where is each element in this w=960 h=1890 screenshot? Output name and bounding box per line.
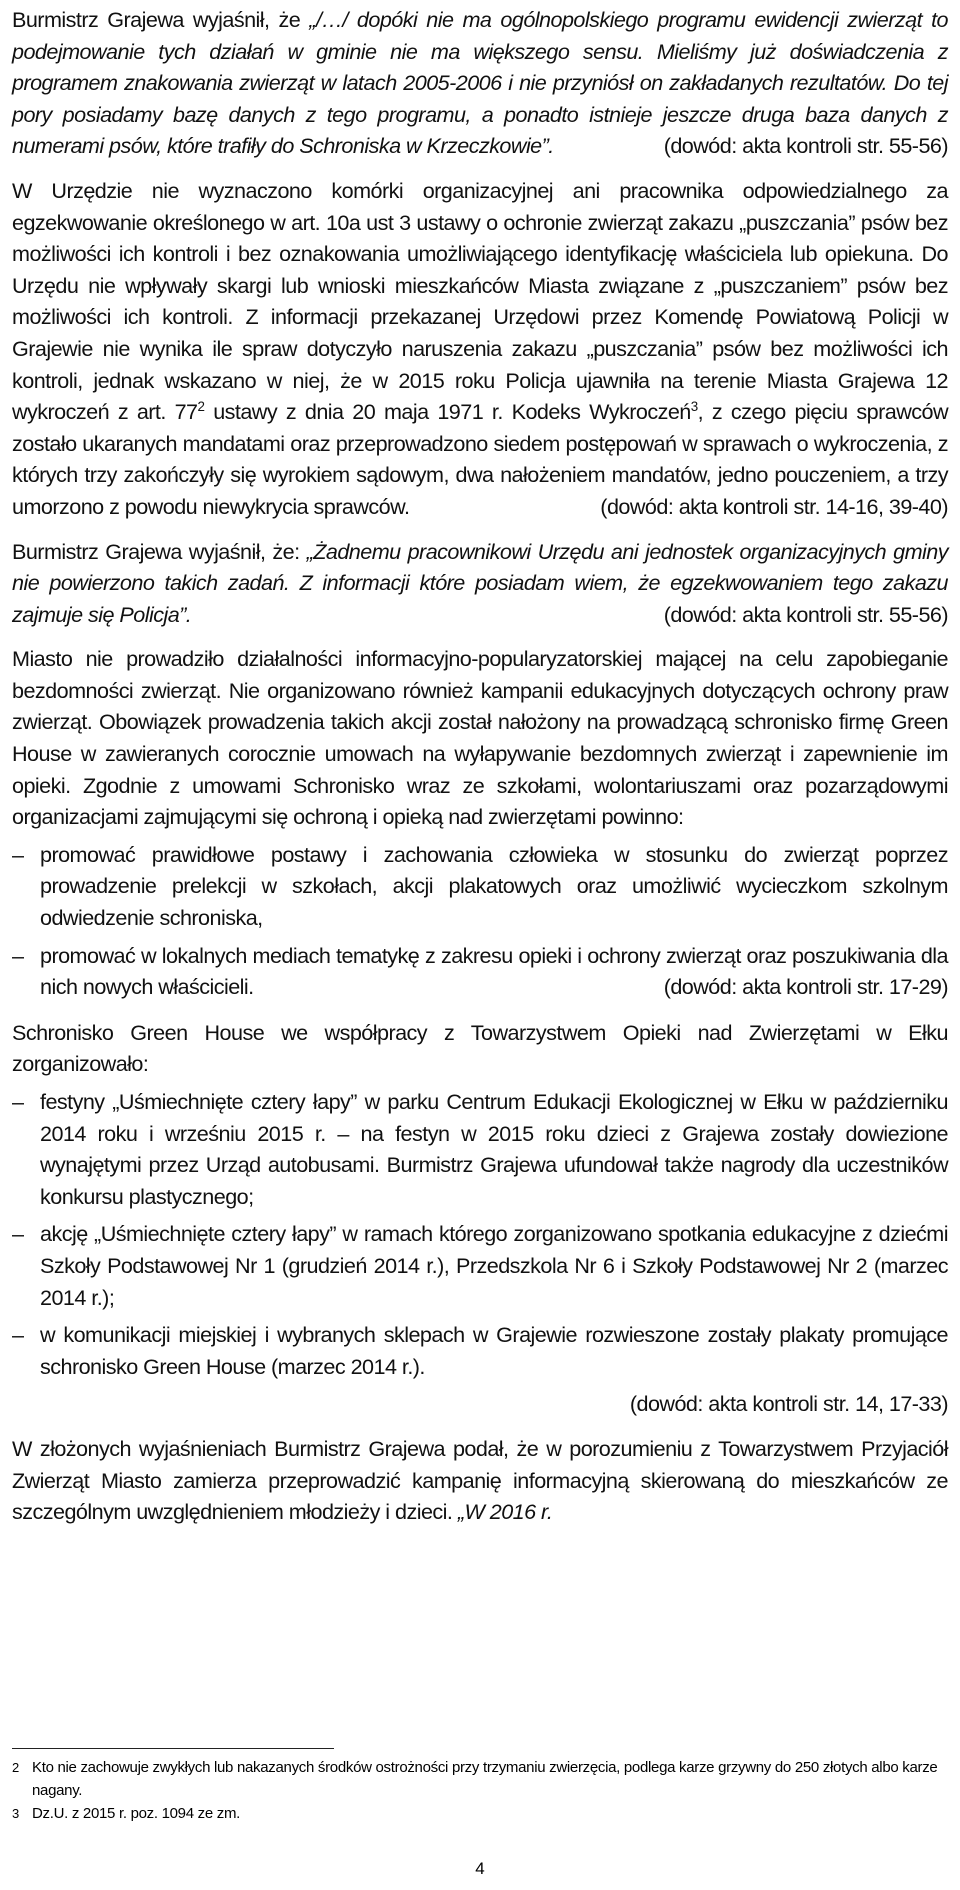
page-number: 4	[475, 1859, 485, 1878]
dash-bullet: –	[12, 1322, 24, 1348]
footnote-number: 2	[12, 1760, 19, 1775]
paragraph-mayor-explanation-1	[12, 4, 948, 162]
evidence-reference: (dowód: akta kontroli str. 14, 17-33)	[629, 1391, 948, 1417]
mayor-quote: „/…/ dopóki nie ma ogólnopolskiego programu ewidencji zwierząt to podejmowanie tych działań w gminie nie ma większego sensu. Mieliśmy już doświadczenia z programem znakowania zwierząt w latach 2005-2006 i nie przyniósł on zakładanych rezultatów. Do tej pory posiadamy bazę danych z tego programu, a ponadto istnieje jeszcze druga baza danych z numerami psów, które trafiły do Schroniska w Krzeczkowie”.	[12, 7, 949, 159]
paragraph-shelter-events	[12, 1017, 948, 1080]
footnote-3	[12, 1802, 948, 1825]
footnote-text: Kto nie zachowuje zwykłych lub nakazanych środków ostrożności przy trzymaniu zwierzęcia, podlega karze grzywny do 250 złotych albo karze nagany.	[32, 1759, 938, 1799]
events-list	[12, 1086, 948, 1382]
paragraph-text: W Urzędzie nie wyznaczono komórki organizacyjnej ani pracownika odpowiedzialnego za egzekwowanie określonego w art. 10a ust 3 ustawy o ochronie zwierząt zakazu „puszczania” psów bez możliwości ich kontroli i bez oznakowania umożliwiającego identyfikację właściciela lub opiekuna. Do Urzędu nie wpływały skargi lub wnioski mieszkańców Miasta związane z „puszczaniem” psów bez możliwości ich kontroli. Z informacji przekazanej Urzędowi przez Komendę Powiatową Policji w Grajewie nie wynika ile spraw dotyczyło naruszenia zakazu „puszczania” psów bez możliwości ich kontroli, jednak wskazano w niej, że w 2015 roku Policja ujawniła na terenie Miasta Grajewa 12 wykroczeń z art. 77	[12, 177, 948, 425]
paragraph-lead: Burmistrz Grajewa wyjaśnił, że	[12, 7, 310, 32]
evidence-reference: (dowód: akta kontroli str. 55-56)	[663, 133, 948, 159]
evidence-reference: (dowód: akta kontroli str. 55-56)	[663, 601, 948, 627]
footnote-number: 3	[12, 1806, 19, 1821]
paragraph-education	[12, 643, 948, 833]
evidence-reference: (dowód: akta kontroli str. 14-16, 39-40)	[600, 493, 948, 519]
paragraph-text: W złożonych wyjaśnieniach Burmistrz Grajewa podał, że w porozumieniu z Towarzystwem Przyjaciół Zwierząt Miasto zamierza przeprowadzić kampanię informacyjną skierowaną do mieszkańców ze szczególnym uwzględnieniem młodzieży i dzieci.	[12, 1435, 948, 1525]
footnote-text: Dz.U. z 2015 r. poz. 1094 ze zm.	[32, 1805, 241, 1822]
footnote-ref-3: 3	[690, 398, 698, 414]
paragraph-lead: Burmistrz Grajewa wyjaśnił, że:	[12, 538, 307, 564]
paragraph-text: Miasto nie prowadziło działalności informacyjno-popularyzatorskiej mającej na celu zapobieganie bezdomności zwierząt. Nie organizowano również kampanii edukacyjnych dotyczących ochrony praw zwierząt. Obowiązek prowadzenia takich akcji został nałożony na prowadzącą schronisko firmę Green House w zawieranych corocznie umowach na wyłapywanie bezdomnych zwierząt i zapewnienie im opieki. Zgodnie z umowami Schronisko wraz ze szkołami, wolontariuszami oraz pozarządowymi organizacjami zajmującymi się ochroną i opieką nad zwierzętami powinno:	[12, 646, 948, 830]
evidence-reference: (dowód: akta kontroli str. 17-29)	[663, 974, 948, 1000]
paragraph-dog-control	[12, 175, 948, 523]
paragraph-campaign	[12, 1433, 948, 1528]
dash-bullet: –	[12, 942, 24, 968]
list-item: – w komunikacji miejskiej i wybranych sklepach w Grajewie rozwieszone zostały plakaty promujące schronisko Green House (marzec 2014 r.).	[12, 1319, 948, 1382]
list-item: – promować prawidłowe postawy i zachowania człowieka w stosunku do zwierząt poprzez prowadzenie prelekcji w szkołach, akcji plakatowych oraz umożliwić wycieczkom szkolnym odwiedzenie schroniska,	[12, 839, 948, 934]
dash-bullet: –	[12, 1221, 24, 1247]
footnotes	[12, 1756, 948, 1825]
dash-bullet: –	[12, 1089, 24, 1114]
list-item: – promować w lokalnych mediach tematykę z zakresu opieki i ochrony zwierząt oraz poszukiwania dla nich nowych właścicieli. (dowód: akta kontroli str. 17-29)	[12, 940, 948, 1003]
footnote-2	[12, 1756, 948, 1802]
paragraph-text: ustawy z dnia 20 maja 1971 r. Kodeks Wykroczeń	[204, 399, 691, 425]
paragraph-text: Schronisko Green House we współpracy z Towarzystwem Opieki nad Zwierzętami w Ełku zorganizowało:	[12, 1019, 948, 1077]
mayor-quote: „Żadnemu pracownikowi Urzędu ani jednostek organizacyjnych gminy nie powierzono takich zadań. Z informacji które posiadam wiem, że egzekwowaniem tego zakazu zajmuje się Policja”.	[12, 538, 948, 627]
paragraph-text: , z czego pięciu sprawców zostało ukaranych mandatami oraz przeprowadzono siedem postępowań w sprawach o wykroczenia, z których trzy zakończyły się wyrokiem sądowym, dwa nałożeniem mandatów, jedno pouczeniem, a trzy umorzono z powodu niewykrycia sprawców.	[12, 399, 948, 519]
footnote-ref-2: 2	[197, 398, 205, 414]
paragraph-mayor-explanation-2	[12, 536, 948, 631]
list-item: – festyny „Uśmiechnięte cztery łapy” w parku Centrum Edukacji Ekologicznej w Ełku w październiku 2014 roku i wrześniu 2015 r. – na festyn w 2015 roku dzieci z Grajewa zostały dowiezione wynajętymi przez Urząd autobusami. Burmistrz Grajewa ufundował także nagrody dla uczestników konkursu plastycznego;	[12, 1086, 948, 1212]
mayor-quote: „W 2016 r.	[457, 1499, 553, 1525]
list-item: – akcję „Uśmiechnięte cztery łapy” w ramach którego zorganizowano spotkania edukacyjne z dziećmi Szkoły Podstawowej Nr 1 (grudzień 2014 r.), Przedszkola Nr 6 i Szkoły Podstawowej Nr 2 (marzec 2014 r.);	[12, 1218, 948, 1313]
footnote-separator	[12, 1748, 334, 1749]
dash-bullet: –	[12, 841, 24, 867]
duties-list	[12, 839, 948, 1003]
